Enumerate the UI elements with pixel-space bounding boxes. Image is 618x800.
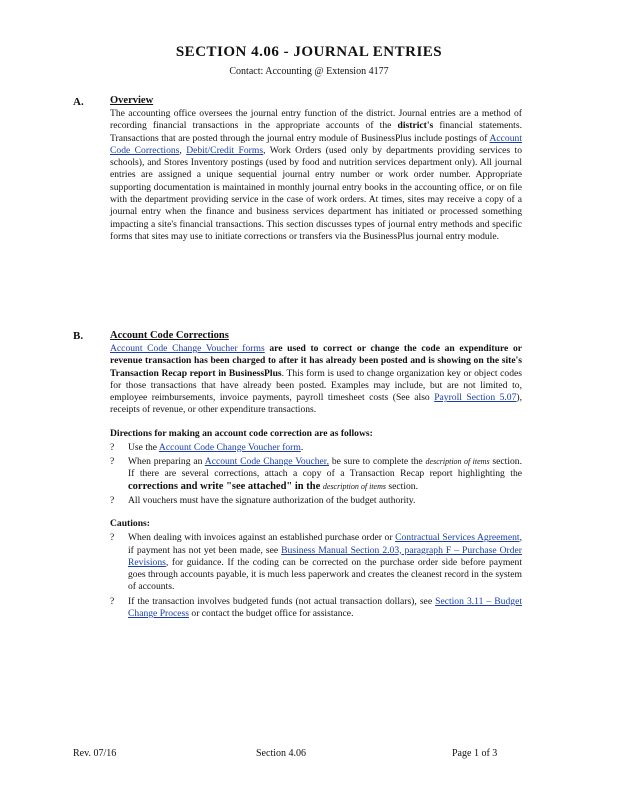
item-bold: corrections and write "see attached" in the [128, 480, 323, 492]
purchase-order-revisions-link[interactable]: Business Manual Section 2.03, paragraph F – Purchase Order Revisions [128, 544, 522, 568]
overview-text-3: , [179, 144, 187, 156]
item-text: All vouchers must have the signature authorization of the budget authority. [128, 494, 416, 506]
overview-heading: Overview [110, 95, 154, 106]
directions-list [110, 442, 522, 507]
bullet-marker: ? [110, 595, 115, 607]
contractual-services-link[interactable]: Contractual Services Agreement [395, 532, 520, 544]
voucher-link[interactable]: Account Code Change Voucher, [204, 456, 330, 468]
item-text: When preparing an [128, 456, 205, 468]
transaction-recap-report: Transaction Recap report in BusinessPlus [110, 367, 282, 379]
item-text: Use the [128, 441, 159, 453]
item-text: , if payment has not yet been made, see [128, 532, 522, 556]
list-item [110, 532, 522, 593]
list-item [110, 442, 522, 454]
overview-text-4: , Work Orders (used only by departments providing services to schools), and Stores Inventory postings (used by food and nutrition services department only). All journal entries are assigned a unique sequential journal entry number or work order number. Appropriate supporting documentation is maintained in monthly journal entry books in the accounting office, or on file with the department providing service in the case of work orders. At times, sites may receive a copy of a journal entry when the finance and business services department has initiated or processed something impacting a site's financial transactions. This section discusses types of journal entry methods and specific forms that sites may use to initiate corrections or transfers via the BusinessPlus journal entry module. [110, 144, 522, 242]
corrections-text-1: are used to correct or change the code an expenditure or revenue transaction has been charged to after it has already been posted and is showing on the site's [110, 343, 523, 367]
overview-paragraph [110, 108, 522, 243]
cautions-heading: Cautions: [110, 518, 150, 530]
list-item [110, 456, 522, 493]
item-italic: description of items [425, 457, 490, 467]
item-text: be sure to complete the [329, 456, 426, 468]
payroll-section-link[interactable]: Payroll Section 5.07 [434, 392, 517, 404]
budget-change-process-link[interactable]: Section 3.11 – Budget Change Process [128, 595, 522, 620]
bullet-marker: ? [110, 441, 115, 453]
item-text: , for guidance. If the coding can be corrected on the purchase order side before payment goes through accounts payable, it is much less paperwork and creates the cleanest record in the system of accounts. [128, 556, 522, 593]
corrections-paragraph [110, 343, 522, 417]
item-text: . [300, 441, 304, 453]
bullet-marker: ? [110, 494, 115, 506]
account-code-change-voucher-forms-link[interactable]: Account Code Change Voucher forms [110, 343, 265, 354]
section-account-code-corrections [110, 330, 522, 622]
corrections-text-3: ), receipts of revenue, or other expenditure transactions. [110, 392, 522, 416]
item-text: section. If there are several corrections, attach a copy of a Transaction Recap report highlighting the [128, 456, 523, 480]
corrections-heading: Account Code Corrections [110, 330, 229, 341]
footer-section: Section 4.06 [256, 748, 306, 759]
directions-heading: Directions for making an account code correction are as follows: [110, 427, 373, 439]
bullet-marker: ? [110, 456, 115, 468]
contact-line: Contact: Accounting @ Extension 4177 [229, 66, 389, 77]
footer-revision: Rev. 07/16 [73, 748, 117, 759]
list-item [110, 495, 522, 507]
section-a-letter: A. [73, 96, 84, 108]
cautions-list [110, 532, 522, 620]
item-text: or contact the budget office for assistance. [189, 608, 354, 620]
item-italic: description of items [322, 481, 386, 491]
corrections-text-2: . This form is used to change organization key or object codes for those transactions that have already been posted. Examples may include, but are not limited to, employee reimbursements, invoice payments, payroll timesheet costs (See also [110, 367, 522, 404]
section-b-letter: B. [73, 330, 84, 342]
account-code-corrections-link[interactable]: Account Code Corrections [110, 132, 522, 156]
overview-text-2: financial statements. Transactions that are posted through the journal entry module of BusinessPlus include postings of [110, 120, 522, 144]
item-text: If the transaction involves budgeted funds (not actual transaction dollars), see [128, 595, 436, 607]
section-overview [110, 95, 522, 243]
item-text: section. [386, 480, 418, 492]
debit-credit-forms-link[interactable]: Debit/Credit Forms [186, 144, 264, 156]
overview-district: district's [397, 120, 434, 132]
list-item [110, 596, 522, 621]
voucher-form-link[interactable]: Account Code Change Voucher form [158, 441, 301, 453]
item-text: When dealing with invoices against an established purchase order or [128, 532, 396, 544]
overview-text-1: The accounting office oversees the journal entry function of the district. Journal entries are a method of recording financial transactions in the appropriate accounts of the [110, 108, 522, 132]
footer-page: Page 1 of 3 [452, 748, 498, 759]
page-title: SECTION 4.06 - JOURNAL ENTRIES [175, 44, 443, 60]
bullet-marker: ? [110, 532, 115, 544]
